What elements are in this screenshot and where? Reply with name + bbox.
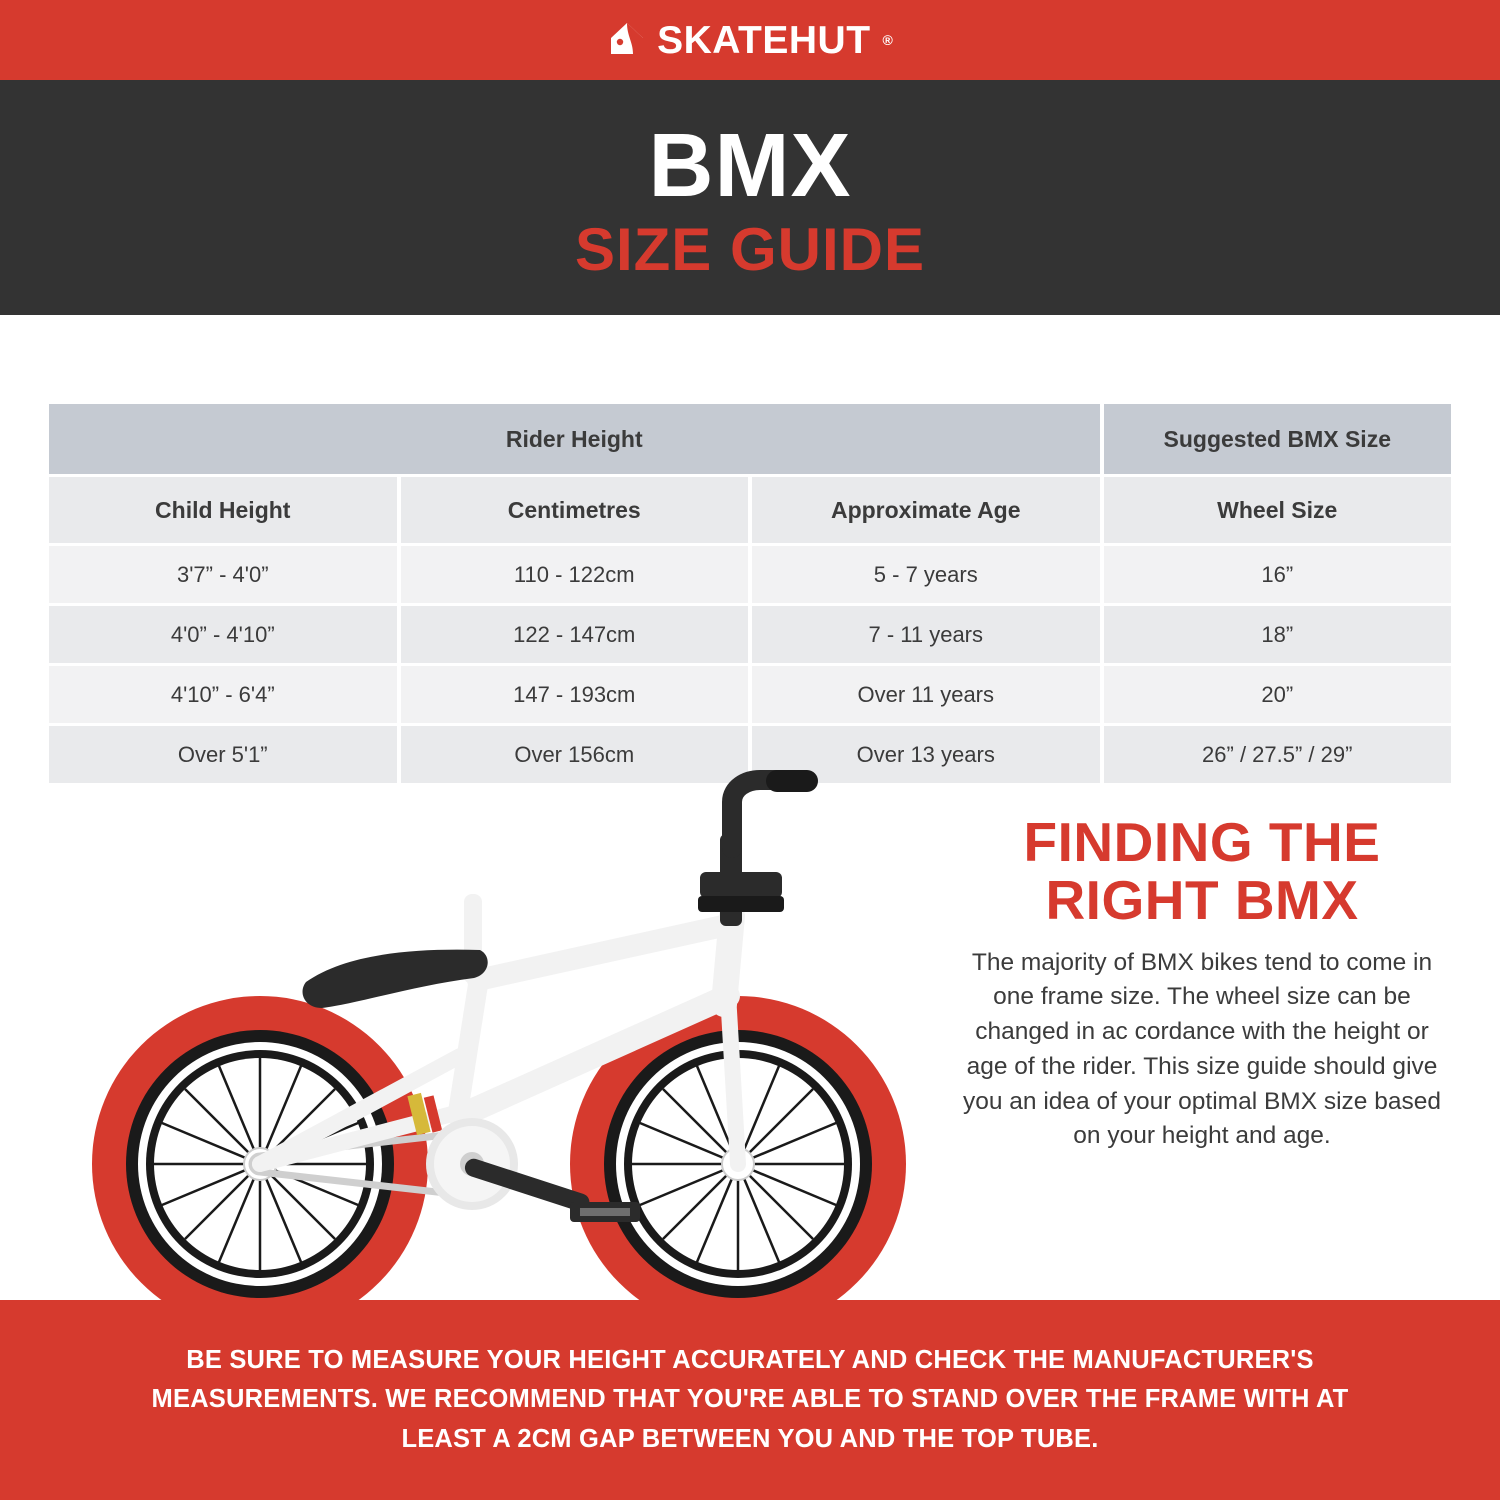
cell-wheel-size: 16” [1104, 546, 1452, 603]
lower-section [0, 786, 1500, 1306]
bmx-size-table [45, 401, 1455, 786]
cell-approximate-age: 7 - 11 years [752, 606, 1100, 663]
cell-centimetres: 110 - 122cm [401, 546, 749, 603]
cell-child-height: 4'10” - 6'4” [49, 666, 397, 723]
handlebars [698, 770, 818, 926]
group-header-suggested-size: Suggested BMX Size [1104, 404, 1452, 474]
cell-wheel-size: 18” [1104, 606, 1452, 663]
info-heading-line1: FINDING THE [1023, 811, 1381, 873]
info-panel [952, 811, 1452, 1154]
column-header-approximate-age: Approximate Age [752, 477, 1100, 543]
size-table-wrapper [45, 401, 1455, 786]
page-title: BMX [648, 115, 852, 216]
cell-child-height: 3'7” - 4'0” [49, 546, 397, 603]
cell-centimetres: 122 - 147cm [401, 606, 749, 663]
cell-wheel-size: 20” [1104, 666, 1452, 723]
brand-bar [0, 0, 1500, 80]
column-header-child-height: Child Height [49, 477, 397, 543]
column-header-centimetres: Centimetres [401, 477, 749, 543]
table-row [49, 666, 1451, 723]
table-group-header-row [49, 404, 1451, 474]
table-row [49, 546, 1451, 603]
registered-mark: ® [882, 32, 893, 48]
cell-wheel-size: 26” / 27.5” / 29” [1104, 726, 1452, 783]
cell-approximate-age: Over 11 years [752, 666, 1100, 723]
footer-banner [0, 1300, 1500, 1500]
skatehut-logo[interactable] [607, 18, 893, 63]
cell-approximate-age: 5 - 7 years [752, 546, 1100, 603]
table-row [49, 606, 1451, 663]
cell-approximate-age: Over 13 years [752, 726, 1100, 783]
info-heading [952, 811, 1452, 931]
cell-child-height: 4'0” - 4'10” [49, 606, 397, 663]
group-header-rider-height: Rider Height [49, 404, 1100, 474]
cell-centimetres: Over 156cm [401, 726, 749, 783]
info-heading-line2: RIGHT BMX [1045, 868, 1359, 931]
saddle [303, 894, 488, 1008]
bmx-bike-illustration [60, 764, 960, 1329]
page-subtitle: SIZE GUIDE [574, 215, 926, 283]
brand-name: SKATEHUT [657, 18, 871, 62]
title-block [0, 80, 1500, 315]
cell-child-height: Over 5'1” [49, 726, 397, 783]
cell-centimetres: 147 - 193cm [401, 666, 749, 723]
footer-text: BE SURE TO MEASURE YOUR HEIGHT ACCURATELY AND CHECK THE MANUFACTURER'S MEASUREMENTS. WE RECOMMEND THAT YOU'RE ABLE TO STAND OVER THE FRAME WITH AT LEAST A 2CM GAP BETWEEN YOU AND THE TOP TUBE. [151, 1345, 1349, 1453]
skatehut-house-icon [607, 18, 647, 63]
column-header-wheel-size: Wheel Size [1104, 477, 1452, 543]
table-column-header-row [49, 477, 1451, 543]
info-body: The majority of BMX bikes tend to come in one frame size. The wheel size can be changed in ac cordance with the height or age of the rider. This size guide should give you an idea of your optimal BMX size based on your height and age. [962, 948, 1441, 1150]
